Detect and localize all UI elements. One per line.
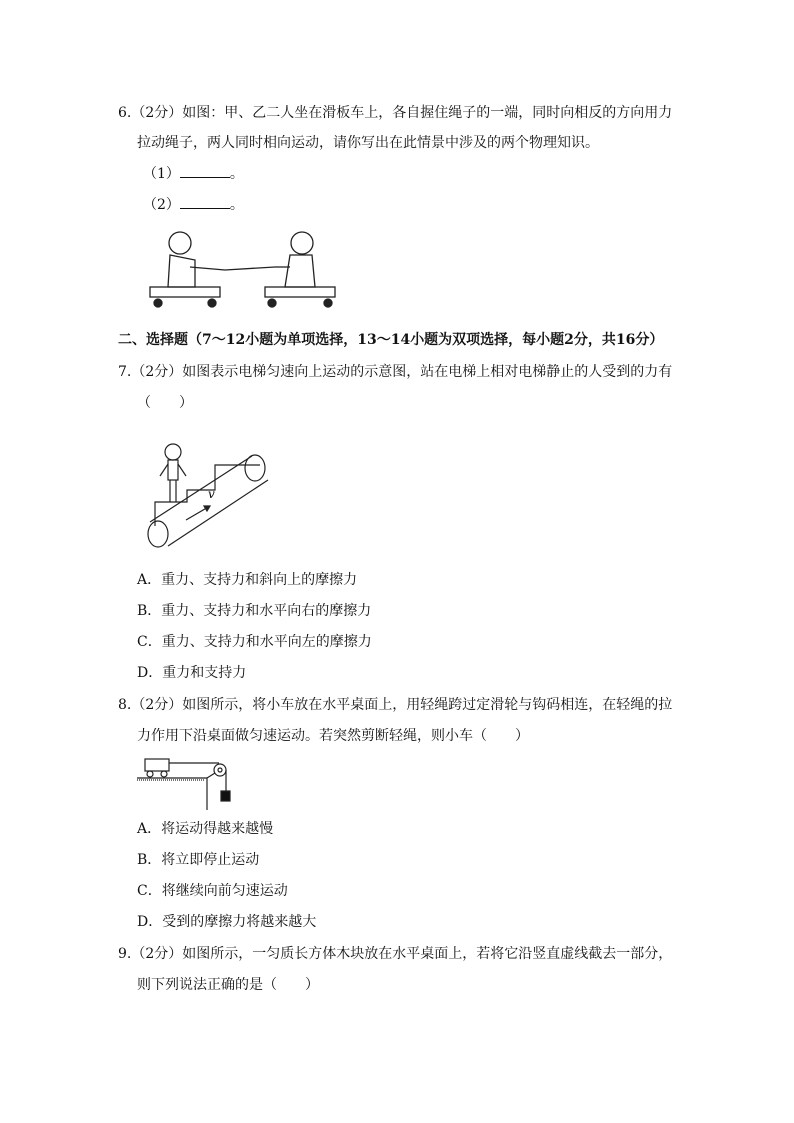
q8-option-a[interactable]: A．将运动得越来越慢: [137, 821, 274, 837]
q6-answer-2: [143, 196, 244, 214]
q8-option-c[interactable]: C．将继续向前匀速运动: [137, 883, 288, 899]
q7-option-c[interactable]: C．重力、支持力和水平向左的摩擦力: [137, 634, 372, 650]
q8-figure-cart-pulley: [135, 755, 245, 811]
q8-line2: 力作用下沿桌面做匀速运动。若突然剪断轻绳，则小车（ ）: [137, 728, 529, 744]
period: 。: [229, 197, 244, 213]
answer-blank-2[interactable]: [180, 196, 230, 209]
q6-answer-1: [143, 165, 244, 183]
q9-line1: 9.（2分）如图所示，一匀质长方体木块放在水平桌面上，若将它沿竖直虚线截去一部分，: [118, 946, 673, 962]
q6-blank1-label: （1）: [143, 166, 180, 182]
q7-option-d[interactable]: D．重力和支持力: [137, 665, 247, 681]
q6-blank2-label: （2）: [143, 197, 180, 213]
q8-line1: 8.（2分）如图所示，将小车放在水平桌面上，用轻绳跨过定滑轮与钩码相连，在轻绳的拉: [118, 697, 673, 713]
q7-option-b[interactable]: B．重力、支持力和水平向右的摩擦力: [137, 603, 372, 619]
q7-line1: 7.（2分）如图表示电梯匀速向上运动的示意图，站在电梯上相对电梯静止的人受到的力有: [118, 364, 673, 380]
q6-line1: 6.（2分）如图：甲、乙二人坐在滑板车上，各自握住绳子的一端，同时向相反的方向用力: [118, 105, 673, 121]
q8-option-d[interactable]: D．受到的摩擦力将越来越大: [137, 914, 317, 930]
q6-line2: 拉动绳子，两人同时相向运动，请你写出在此情景中涉及的两个物理知识。: [137, 135, 599, 151]
answer-blank-1[interactable]: [180, 165, 230, 178]
q8-option-b[interactable]: B．将立即停止运动: [137, 852, 260, 868]
period: 。: [229, 166, 244, 182]
velocity-label: v: [208, 487, 215, 501]
q9-line2: 则下列说法正确的是（ ）: [137, 977, 319, 993]
q7-line2: （ ）: [137, 395, 193, 411]
section-2-heading: 二、选择题（7～12小题为单项选择，13～14小题为双项选择，每小题2分，共16分）: [118, 332, 664, 348]
q7-option-a[interactable]: A．重力、支持力和斜向上的摩擦力: [137, 572, 358, 588]
q6-figure-skateboard-tug: [140, 225, 340, 315]
q7-figure-escalator: [140, 440, 270, 555]
